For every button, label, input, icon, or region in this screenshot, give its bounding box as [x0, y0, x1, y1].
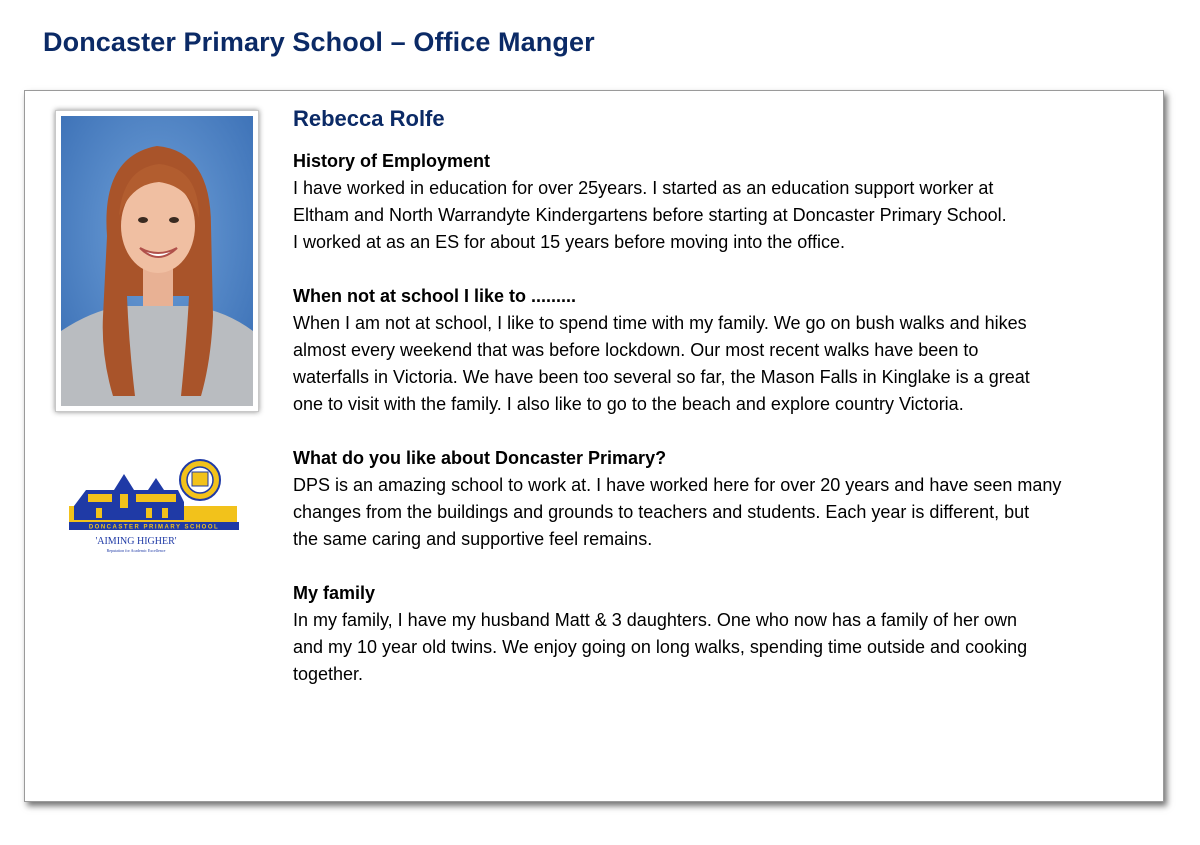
section-body: [293, 310, 1153, 418]
body-line: I have worked in education for over 25years. I started as an education support worker at: [293, 178, 994, 198]
section-when-not-at-school: [293, 283, 1153, 418]
section-body: [293, 175, 1153, 256]
section-body: [293, 607, 1153, 688]
body-line: together.: [293, 664, 364, 684]
portrait-image: [61, 116, 253, 406]
body-line: I worked at as an ES for about 15 years before moving into the office.: [293, 232, 845, 252]
body-line: Eltham and North Warrandyte Kindergartens before starting at Doncaster Primary School.: [293, 205, 1007, 225]
profile-content: [293, 106, 1153, 715]
person-name: Rebecca Rolfe: [293, 106, 445, 131]
body-line: changes from the buildings and grounds to teachers and students. Each year is different, but: [293, 502, 1030, 522]
section-heading: What do you like about Doncaster Primary?: [293, 448, 667, 468]
section-heading: My family: [293, 583, 376, 603]
logo-motto: 'AIMING HIGHER': [95, 536, 177, 547]
body-line: almost every weekend that was before lockdown. Our most recent walks have been to: [293, 340, 979, 360]
body-line: the same caring and supportive feel remains.: [293, 529, 653, 549]
section-history-of-employment: [293, 148, 1153, 256]
body-line: DPS is an amazing school to work at. I have worked here for over 20 years and have seen many: [293, 475, 1062, 495]
profile-photo: [55, 110, 259, 412]
section-body: [293, 472, 1153, 553]
body-line: waterfalls in Victoria. We have been too several so far, the Mason Falls in Kinglake is a great: [293, 367, 1030, 387]
logo-tagline: Reputation for Academic Excellence: [106, 548, 166, 553]
section-my-family: [293, 580, 1153, 688]
section-what-you-like: [293, 445, 1153, 553]
page-title: Doncaster Primary School – Office Manger: [43, 27, 595, 57]
body-line: When I am not at school, I like to spend time with my family. We go on bush walks and hikes: [293, 313, 1027, 333]
logo-banner-text: DONCASTER PRIMARY SCHOOL: [88, 524, 220, 531]
profile-card: [24, 90, 1164, 802]
section-heading: When not at school I like to .........: [293, 286, 577, 306]
body-line: In my family, I have my husband Matt & 3 daughters. One who now has a family of her own: [293, 610, 1018, 630]
body-line: one to visit with the family. I also like to go to the beach and explore country Victoria.: [293, 394, 964, 414]
body-line: and my 10 year old twins. We enjoy going on long walks, spending time outside and cooking: [293, 637, 1028, 657]
section-heading: History of Employment: [293, 151, 491, 171]
school-logo: [66, 458, 242, 564]
